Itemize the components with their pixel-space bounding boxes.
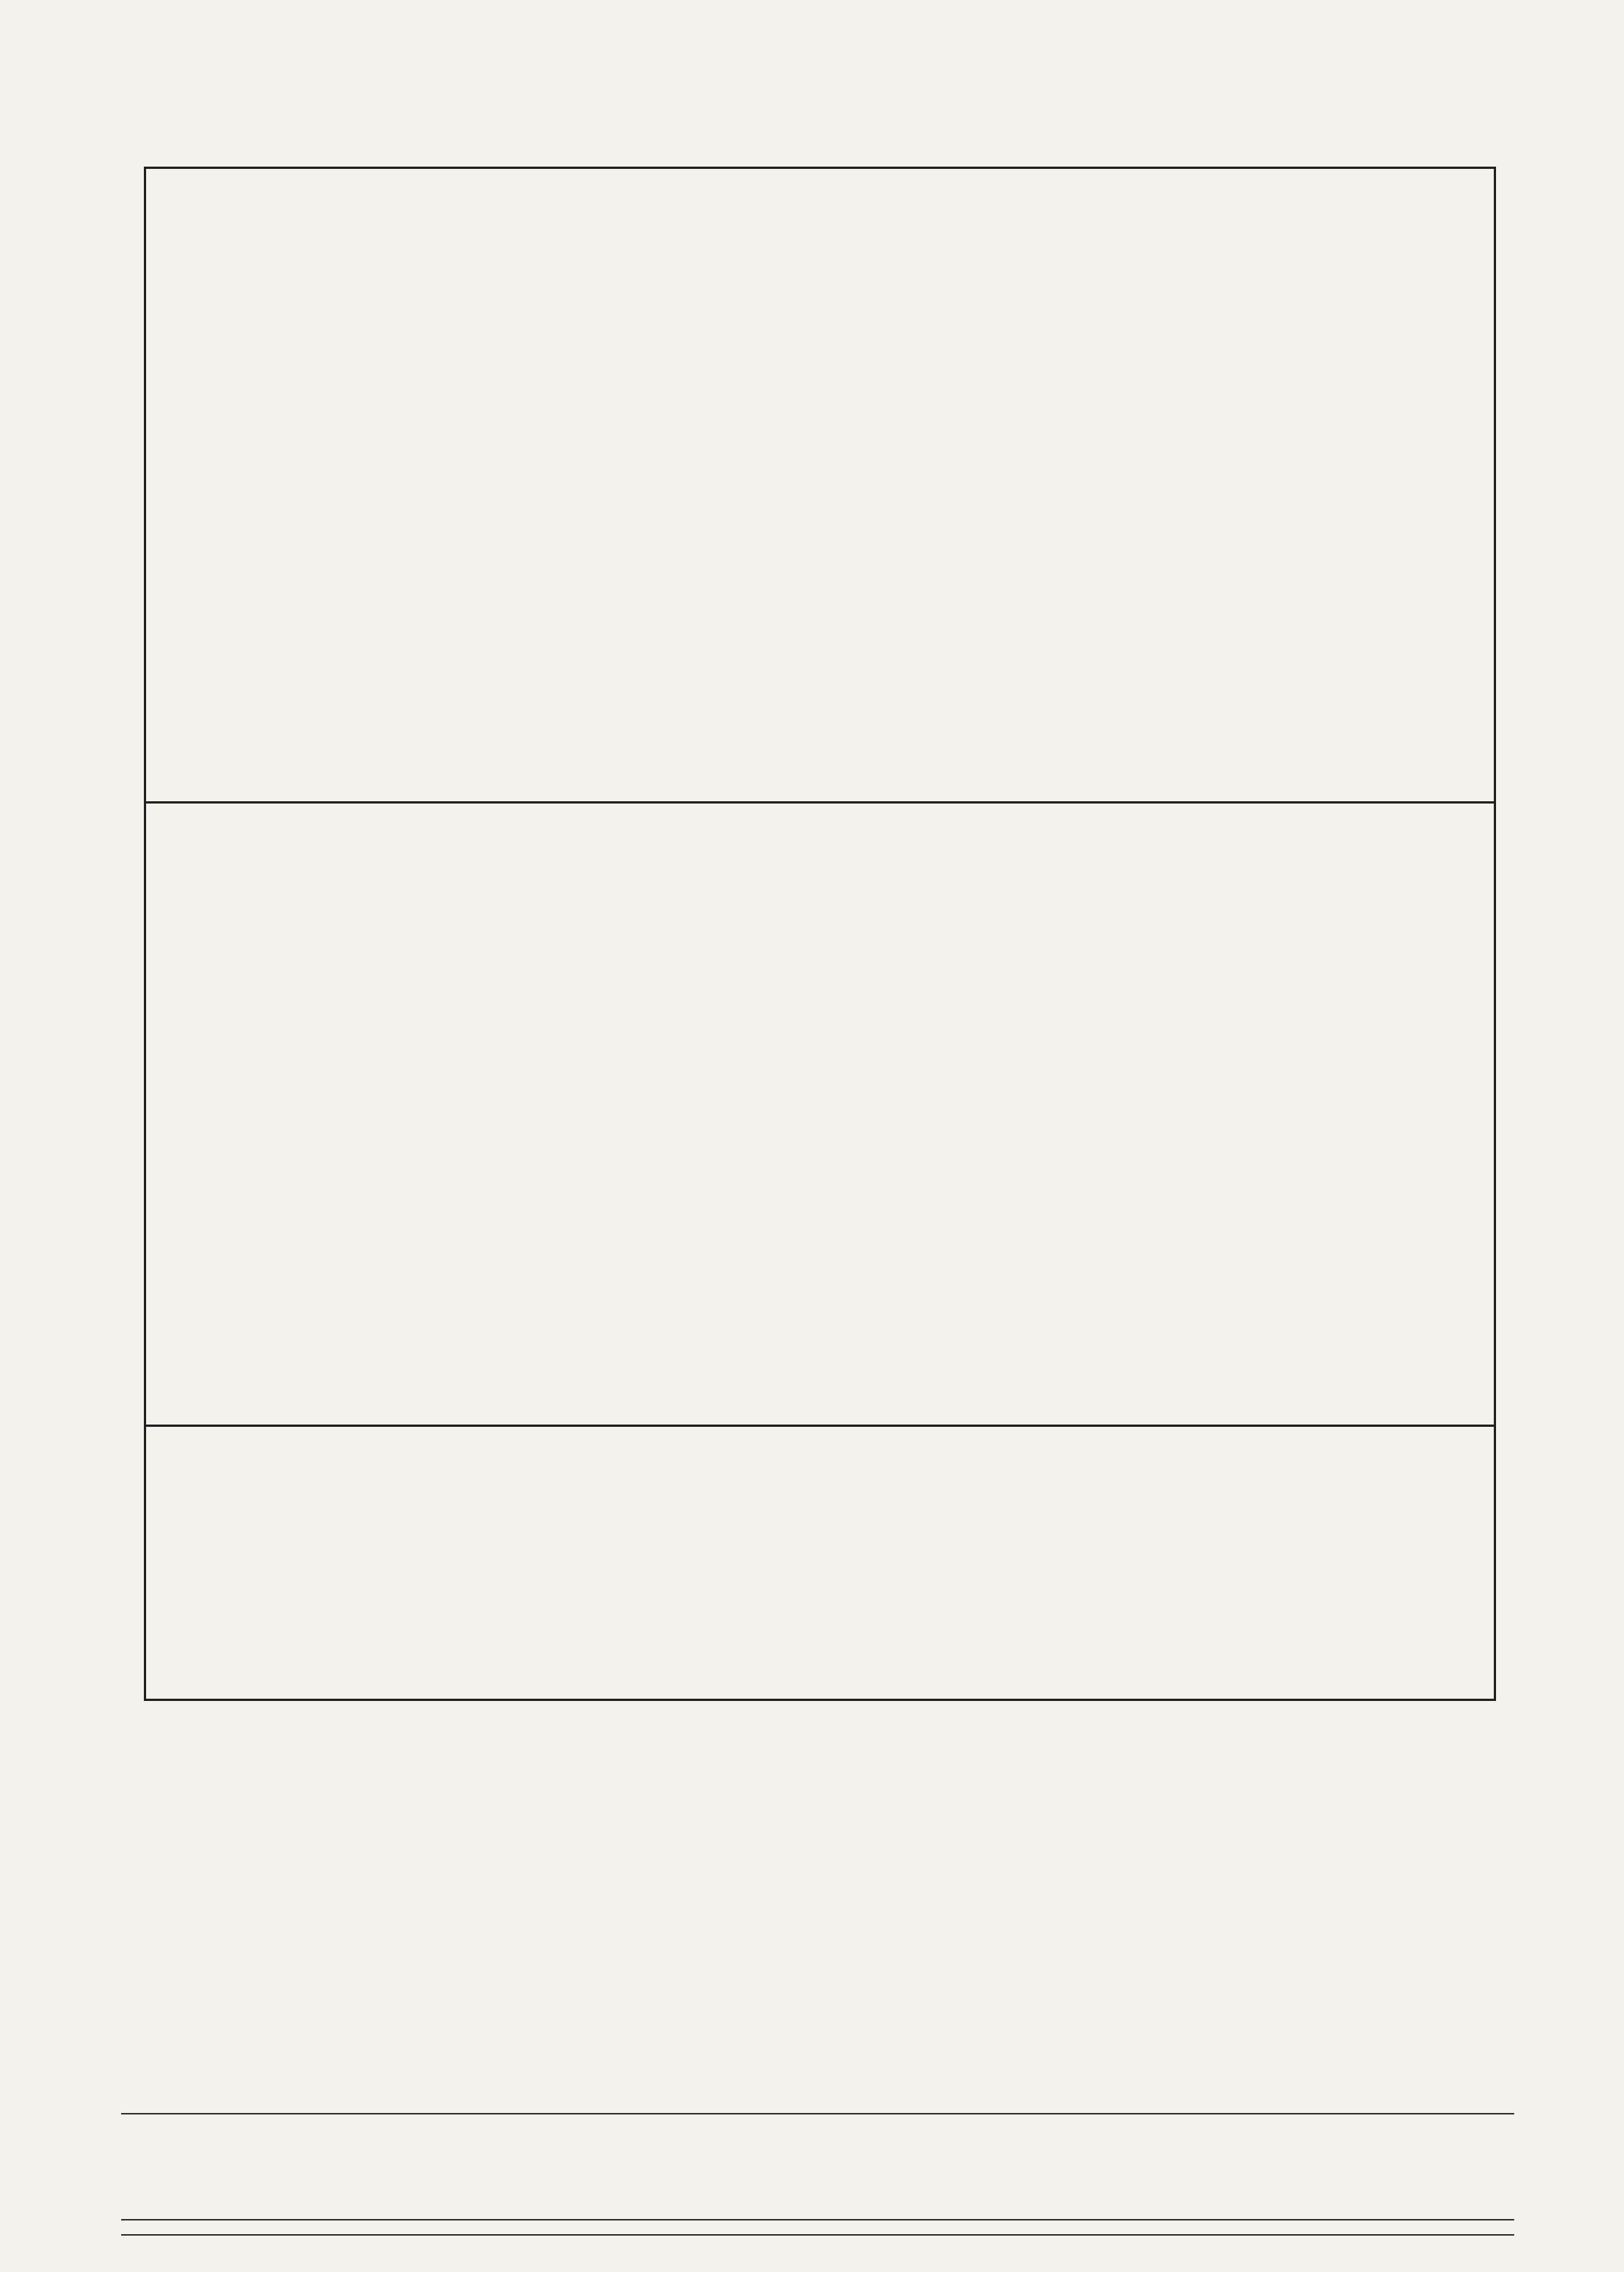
- bottom-rule-2: [121, 2234, 1514, 2236]
- footnote-rule: [121, 2113, 1514, 2114]
- bottom-rule-1: [121, 2219, 1514, 2221]
- page-frame: [144, 167, 1496, 1701]
- bottom-text-band: [146, 1427, 1494, 1696]
- top-text-band: [146, 169, 1494, 801]
- middle-text-band: [146, 804, 1494, 1425]
